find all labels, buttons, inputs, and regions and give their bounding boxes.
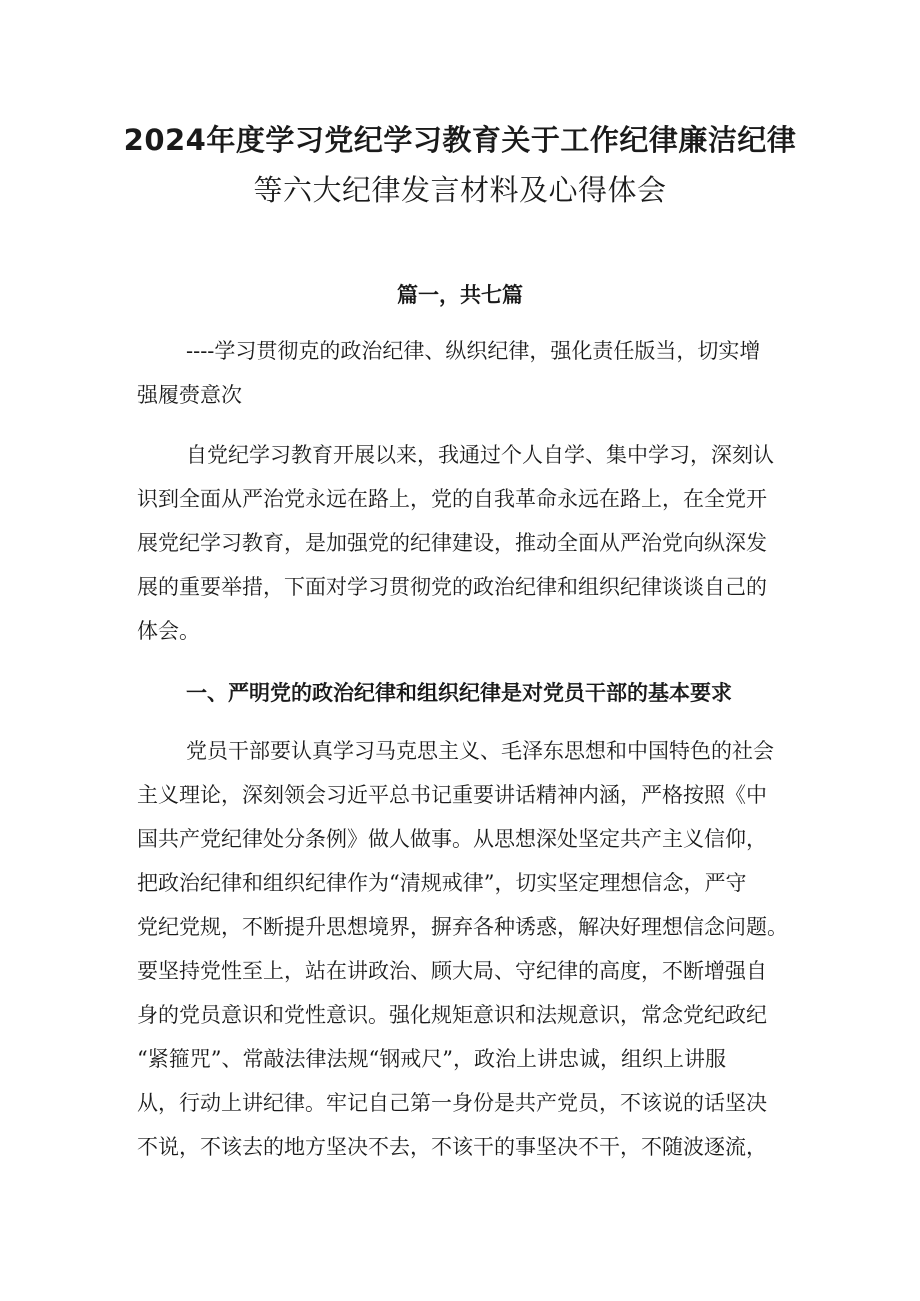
intro-line-5: 体会。 — [137, 619, 200, 643]
intro-line-3: 展党纪学习教育，是加强党的纪律建设，推动全面从严治党向纵深发 — [137, 531, 767, 555]
section-1-line-4: 把政治纪律和组织纪律作为“清规戒律”，切实坚定理想信念，严守 — [137, 871, 747, 895]
part-heading: 篇一，共七篇 — [397, 283, 523, 307]
document-title-line-1: 2024年度学习党纪学习教育关于工作纪律廉洁纪律 — [123, 123, 797, 157]
section-1-line-8: “紧箍咒”、常敲法律法规“钢戒尺”，政治上讲忠诚，组织上讲服 — [137, 1047, 726, 1071]
section-1-line-1: 党员干部要认真学习马克思主义、毛泽东思想和中国特色的社会 — [186, 739, 774, 763]
section-1-line-10: 不说，不该去的地方坚决不去，不该干的事坚决不干，不随波逐流， — [137, 1135, 767, 1159]
subtitle-line-2: 强履赍意次 — [137, 383, 242, 407]
intro-line-4: 展的重要举措，下面对学习贯彻党的政治纪律和组织纪律谈谈自己的 — [137, 575, 767, 599]
section-1-line-2: 主义理论，深刻领会习近平总书记重要讲话精神内涵，严格按照《中 — [137, 783, 767, 807]
section-1-line-6: 要坚持党性至上，站在讲政治、顾大局、守纪律的高度，不断增强自 — [137, 959, 767, 983]
subtitle-line-1: ----学习贯彻克的政治纪律、纵织纪律，强化责任版当，切实增 — [186, 339, 761, 363]
section-1-line-5: 党纪党规，不断提升思想境界，摒弃各种诱惑，解决好理想信念问题。 — [137, 915, 788, 939]
intro-line-2: 识到全面从严治党永远在路上，党的自我革命永远在路上，在全党开 — [137, 487, 767, 511]
section-1-line-9: 从，行动上讲纪律。牢记自己第一身份是共产党员，不该说的话坚决 — [137, 1091, 767, 1115]
section-1-line-3: 国共产党纪律处分条例》做人做事。从思想深处坚定共产主义信仰， — [137, 827, 767, 851]
section-1-line-7: 身的党员意识和党性意识。强化规矩意识和法规意识，常念党纪政纪 — [137, 1003, 767, 1027]
document-title-line-2: 等六大纪律发言材料及心得体会 — [253, 173, 667, 207]
section-1-heading: 一、严明党的政治纪律和组织纪律是对党员干部的基本要求 — [186, 681, 732, 705]
intro-line-1: 自党纪学习教育开展以来，我通过个人自学、集中学习，深刻认 — [186, 443, 774, 467]
